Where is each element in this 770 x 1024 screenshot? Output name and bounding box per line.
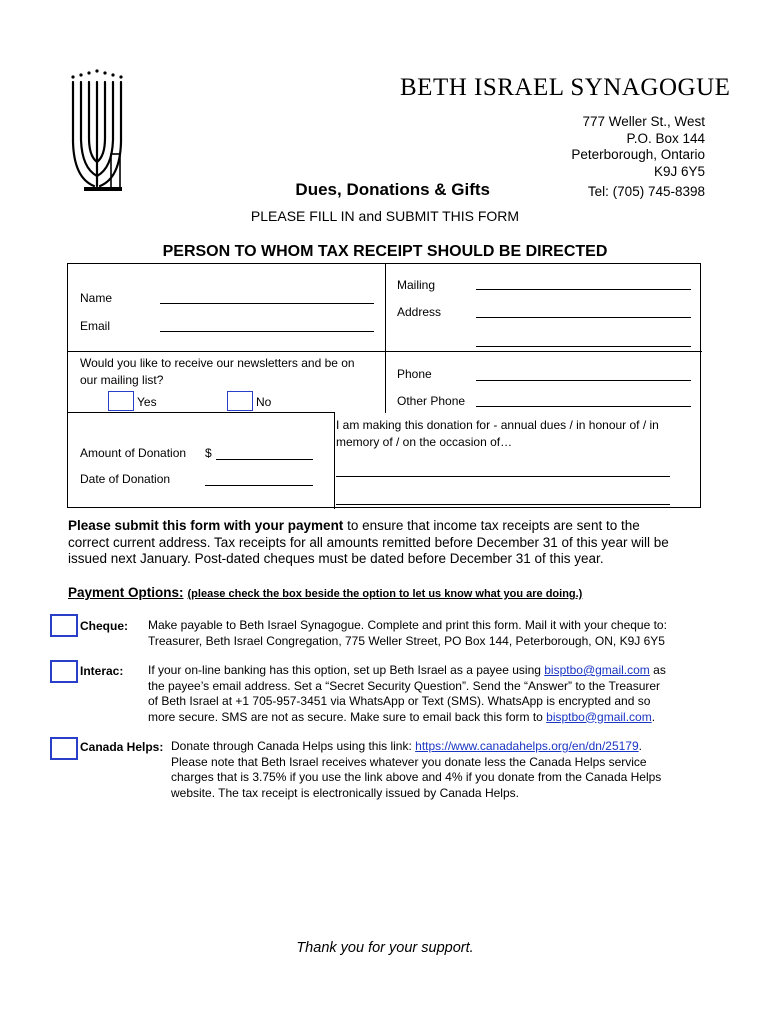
submit-note-text: to ensure that income tax receipts are sent to the [343, 518, 640, 533]
instruction-text: If your on-line banking has this option, set up Beth Israel as a payee using [148, 663, 545, 677]
payment-subheading: (please check the box beside the option to let us know what you are doing.) [187, 588, 583, 600]
instruction-text: . [651, 709, 656, 724]
cheque-checkbox[interactable] [50, 614, 78, 637]
name-field[interactable] [160, 303, 374, 304]
submit-note-text: correct current address. Tax receipts for all amounts remitted before December 31 of this year will be [68, 534, 669, 550]
instruction-line: website. The tax receipt is electronically issued by Canada Helps. [171, 785, 519, 800]
email-label: Email [80, 319, 111, 333]
form-instruction: PLEASE FILL IN and SUBMIT THIS FORM [250, 208, 520, 224]
mailing-address-field-2[interactable] [476, 317, 691, 318]
address-line: K9J 6Y5 [653, 163, 705, 179]
organization-address [500, 114, 705, 180]
mailing-label: Mailing [397, 278, 436, 292]
instruction-line: of Beth Israel at +1 705-957-3451 via WhatsApp or Text (SMS). WhatsApp is encrypted and so [148, 694, 651, 708]
email-field[interactable] [160, 331, 374, 332]
email-link[interactable]: bisptbo@gmail.com [546, 709, 652, 724]
purpose-label: I am making this donation for - annual dues / in honour of / in [336, 418, 659, 432]
other-phone-label: Other Phone [397, 394, 466, 408]
name-label: Name [80, 291, 113, 305]
interac-instructions [148, 663, 708, 725]
date-label: Date of Donation [80, 472, 171, 486]
newsletter-yes-checkbox[interactable] [108, 391, 134, 411]
canada-helps-checkbox[interactable] [50, 737, 78, 760]
interac-checkbox[interactable] [50, 660, 78, 683]
section-title: PERSON TO WHOM TAX RECEIPT SHOULD BE DIRECTED [162, 243, 608, 260]
address-label: Address [397, 305, 442, 319]
instruction-line: Make payable to Beth Israel Synagogue. Complete and print this form. Mail it with your cheque to: [148, 618, 667, 632]
address-line: 777 Weller St., West [582, 114, 705, 129]
grid-divider [68, 412, 334, 413]
amount-field[interactable] [216, 459, 313, 460]
cheque-instructions [148, 618, 708, 649]
menorah-icon [64, 68, 126, 196]
grid-divider [385, 264, 386, 352]
mailing-address-field[interactable] [476, 289, 691, 290]
grid-divider [385, 351, 386, 413]
yes-label: Yes [137, 395, 157, 409]
closing-message: Thank you for your support. [296, 940, 474, 956]
payment-heading: Payment Options: [68, 585, 184, 600]
instruction-text: . [638, 739, 642, 753]
other-phone-field[interactable] [476, 406, 691, 407]
submit-note [68, 518, 702, 568]
canada-helps-link[interactable]: https://www.canadahelps.org/en/dn/25179 [415, 739, 639, 753]
currency-symbol: $ [205, 446, 212, 460]
canada-helps-label: Canada Helps: [80, 740, 164, 754]
grid-divider [334, 412, 335, 509]
interac-label: Interac: [80, 664, 124, 678]
instruction-line: Please note that Beth Israel receives whatever you donate less the Canada Helps service [171, 754, 647, 769]
phone-field[interactable] [476, 380, 691, 381]
phone-label: Phone [397, 367, 432, 381]
amount-label: Amount of Donation [80, 446, 187, 460]
submit-note-bold: Please submit this form with your payment [68, 518, 344, 533]
purpose-field-2[interactable] [336, 504, 670, 505]
payment-options-heading [68, 585, 708, 600]
address-line: Peterborough, Ontario [571, 147, 705, 162]
instruction-text: Donate through Canada Helps using this link: [171, 739, 416, 753]
date-field[interactable] [205, 485, 313, 486]
newsletter-no-checkbox[interactable] [227, 391, 253, 411]
email-link[interactable]: bisptbo@gmail.com [544, 663, 650, 677]
organization-phone: Tel: (705) 745-8398 [587, 184, 705, 199]
purpose-label: memory of / on the occasion of… [336, 435, 513, 449]
instruction-text: as [649, 663, 666, 677]
purpose-field[interactable] [336, 476, 670, 477]
submit-note-text: issued next January. Post-dated cheques must be dated before December 31 of this year. [68, 551, 604, 566]
cheque-label: Cheque: [80, 619, 128, 633]
instruction-text: more secure. SMS are not as secure. Make sure to email back this form to [148, 709, 547, 724]
donor-info-form [67, 263, 701, 508]
document-title: Dues, Donations & Gifts [295, 180, 490, 199]
instruction-line: the payee’s email address. Set a “Secret Security Question”. Send the “Answer” to the Treasurer [148, 678, 661, 693]
mailing-address-field-3[interactable] [476, 346, 691, 347]
instruction-line: Treasurer, Beth Israel Congregation, 775 Weller Street, PO Box 144, Peterborough, ON, K9J 6Y5 [148, 633, 665, 648]
newsletter-question: Would you like to receive our newsletters and be on [80, 356, 355, 370]
instruction-line: charges that is 3.75% if you use the link above and 4% if you donate from the Canada Helps [171, 770, 662, 784]
newsletter-question: our mailing list? [80, 373, 164, 387]
address-line: P.O. Box 144 [626, 130, 705, 146]
no-label: No [256, 395, 272, 409]
organization-name: BETH ISRAEL SYNAGOGUE [400, 74, 731, 101]
canada-helps-instructions [171, 739, 711, 801]
